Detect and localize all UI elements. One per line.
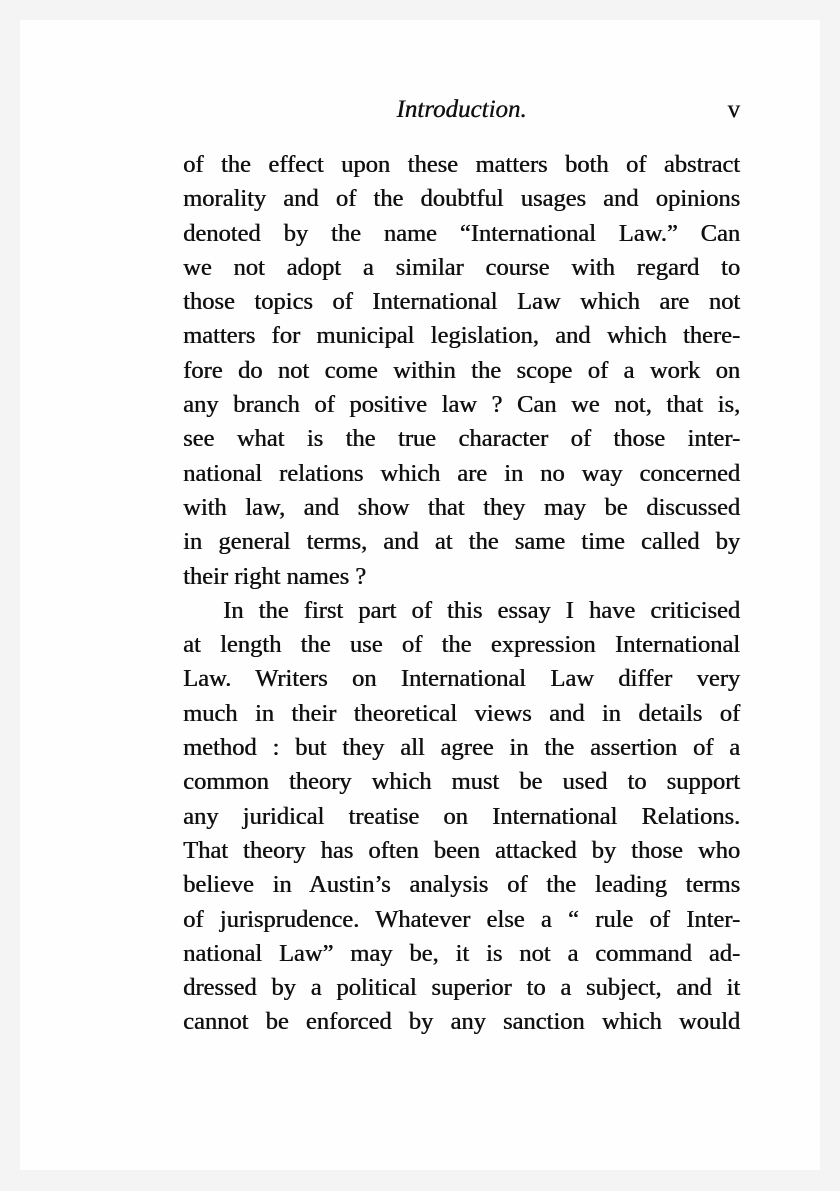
text-line: fore do not come within the scope of a work on [183, 356, 740, 384]
text-line: In the first part of this essay I have criticised [223, 596, 740, 624]
book-page [20, 20, 820, 1170]
text-line: morality and of the doubtful usages and opinions [183, 185, 740, 213]
text-line: That theory has often been attacked by those who [183, 836, 740, 864]
text-line: common theory which must be used to support [183, 768, 740, 796]
text-line: matters for municipal legislation, and which there- [183, 322, 740, 350]
text-line: we not adopt a similar course with regard to [183, 253, 740, 281]
text-line: cannot be enforced by any sanction which would [183, 1008, 740, 1036]
running-title: Introduction. [396, 96, 527, 123]
text-line: method : but they all agree in the assertion of a [183, 734, 740, 762]
text-line: dressed by a political superior to a subject, and it [183, 974, 740, 1002]
text-line: denoted by the name “International Law.” Can [183, 219, 740, 247]
page-number: v [727, 96, 740, 123]
text-line: in general terms, and at the same time called by [183, 528, 740, 556]
page-header [183, 96, 740, 126]
text-line: with law, and show that they may be discussed [183, 493, 740, 521]
text-line: any branch of positive law ? Can we not, that is, [183, 391, 740, 419]
text-line: Law. Writers on International Law differ very [183, 665, 740, 693]
text-line: of jurisprudence. Whatever else a “ rule of Inter- [183, 905, 740, 933]
text-line: national relations which are in no way concerned [183, 459, 740, 487]
body-text [183, 148, 740, 1040]
text-line: national Law” may be, it is not a command ad- [183, 939, 740, 967]
text-line: those topics of International Law which are not [183, 288, 740, 316]
text-line: their right names ? [183, 562, 367, 590]
text-line: see what is the true character of those inter- [183, 425, 740, 453]
text-line: much in their theoretical views and in details of [183, 699, 740, 727]
text-line: at length the use of the expression International [183, 631, 740, 659]
text-line: believe in Austin’s analysis of the leading terms [183, 871, 740, 899]
text-line: of the effect upon these matters both of abstract [183, 151, 740, 178]
text-line: any juridical treatise on International Relations. [183, 802, 740, 830]
